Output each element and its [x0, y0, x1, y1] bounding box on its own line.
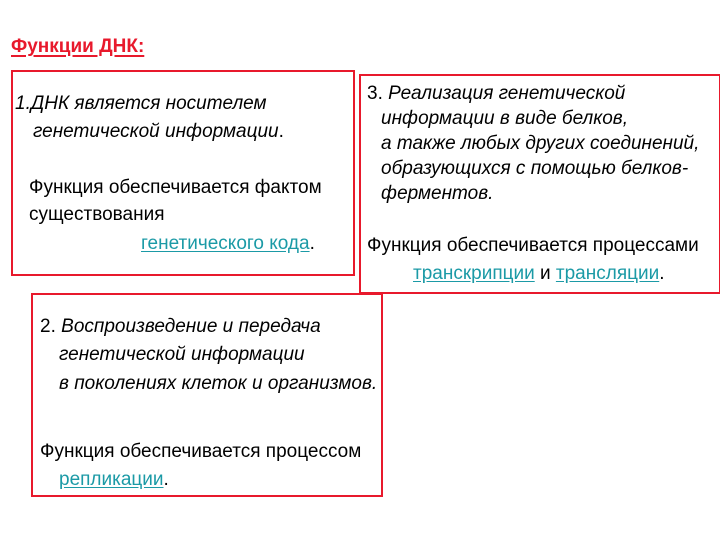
- box3-heading-line1: [367, 82, 625, 106]
- box1-text-line2: существования: [29, 204, 165, 225]
- box3-link-line: [413, 262, 665, 286]
- box3-end-dot: .: [659, 263, 665, 284]
- box1-heading-line2: [33, 120, 284, 144]
- function-box-3: [359, 74, 720, 294]
- box2-heading-line1-text: Воспроизведение и передача: [61, 316, 321, 337]
- box1-heading-line1: 1.ДНК является носителем: [15, 93, 267, 114]
- box1-link-line: [141, 232, 315, 256]
- box2-text-line1: Функция обеспечивается процессом: [40, 441, 362, 462]
- box2-heading-line1: [40, 315, 321, 339]
- function-box-2: [31, 293, 383, 497]
- box2-number: 2.: [40, 316, 56, 337]
- transcription-link[interactable]: транскрипции: [413, 263, 535, 284]
- box3-heading-line1-text: Реализация генетической: [388, 83, 626, 104]
- translation-link[interactable]: трансляции: [555, 263, 660, 284]
- box1-heading-line2-dot: .: [278, 121, 284, 142]
- box2-heading-line2: генетической информации: [59, 344, 305, 365]
- box2-link-line: [59, 468, 169, 492]
- box3-heading-line5: ферментов.: [381, 183, 494, 204]
- replication-link[interactable]: репликации: [59, 469, 164, 490]
- box2-end-dot: .: [163, 469, 169, 490]
- genetic-code-link[interactable]: генетического кода: [141, 233, 310, 254]
- box3-conjunction: и: [540, 263, 551, 284]
- box1-heading-line2-text: генетической информации: [33, 121, 279, 142]
- box1-text-line1: Функция обеспечивается фактом: [29, 177, 322, 198]
- box3-heading-line4: образующихся с помощью белков-: [381, 158, 689, 179]
- function-box-1: [11, 70, 355, 276]
- box3-number: 3.: [367, 83, 383, 104]
- box2-heading-line3: в поколениях клеток и организмов.: [59, 373, 378, 394]
- box3-heading-line2: информации в виде белков,: [381, 108, 628, 129]
- slide-title: Функции ДНК:: [11, 36, 145, 57]
- box3-heading-line3: а также любых других соединений,: [381, 133, 700, 154]
- box1-end-dot: .: [309, 233, 315, 254]
- box3-text-line1: Функция обеспечивается процессами: [367, 235, 699, 256]
